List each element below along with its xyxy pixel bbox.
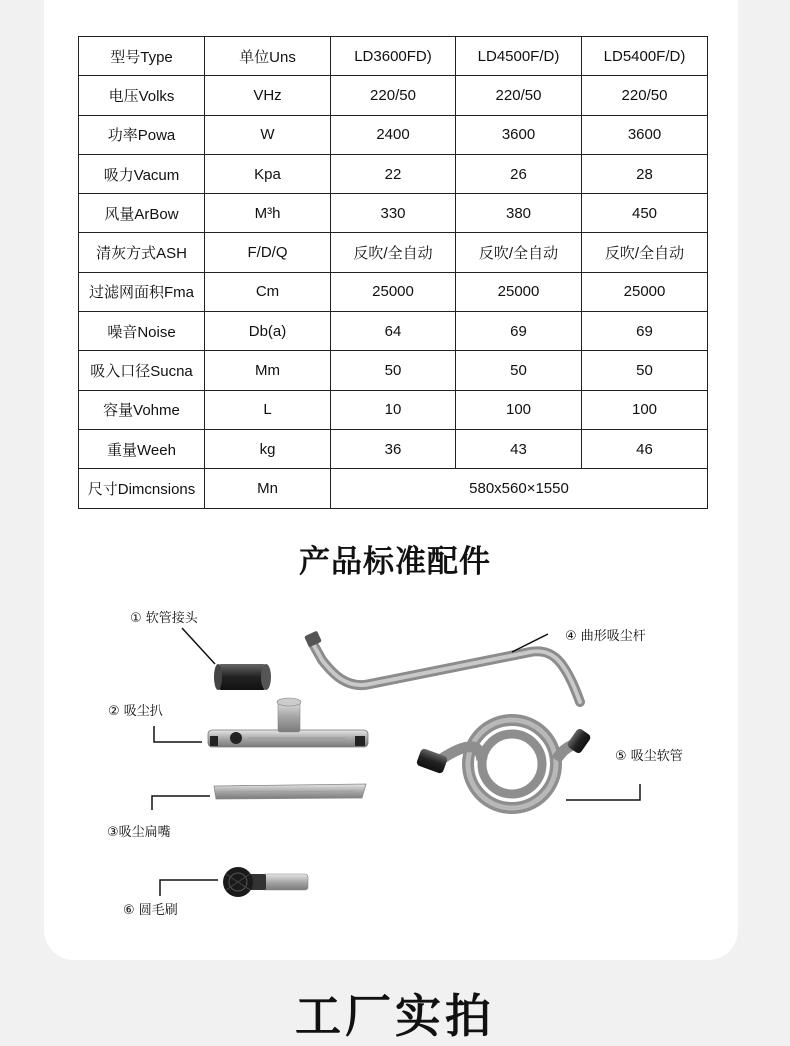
table-cell: 10 bbox=[331, 390, 456, 429]
table-cell-merged: 580x560×1550 bbox=[331, 469, 708, 508]
floor-brush-leader bbox=[154, 726, 202, 742]
table-cell: 220/50 bbox=[456, 76, 582, 115]
factory-title: 工厂实拍 bbox=[295, 989, 495, 1043]
table-cell: 吸力Vacum bbox=[79, 154, 205, 193]
table-cell: 容量Vohme bbox=[79, 390, 205, 429]
table-cell: 28 bbox=[582, 154, 708, 193]
table-cell: 46 bbox=[582, 429, 708, 468]
table-cell: kg bbox=[205, 429, 331, 468]
hose-image bbox=[416, 720, 592, 808]
accessory-label-hose: ⑤ 吸尘软管 bbox=[615, 749, 683, 764]
table-cell: W bbox=[205, 115, 331, 154]
floor-brush-image bbox=[208, 698, 368, 747]
table-cell: 43 bbox=[456, 429, 582, 468]
accessory-label-hose-connector: ① 软管接头 bbox=[130, 611, 198, 626]
table-cell: LD3600FD) bbox=[331, 37, 456, 76]
hose-connector-image bbox=[214, 664, 271, 690]
table-cell: 50 bbox=[331, 351, 456, 390]
table-cell: 反吹/全自动 bbox=[582, 233, 708, 272]
table-cell: Mm bbox=[205, 351, 331, 390]
table-cell: 吸入口径Sucna bbox=[79, 351, 205, 390]
flat-nozzle-image bbox=[214, 784, 366, 799]
wand-image bbox=[304, 631, 580, 702]
table-cell: 反吹/全自动 bbox=[331, 233, 456, 272]
table-cell: 2400 bbox=[331, 115, 456, 154]
accessory-label-round-brush: ⑥ 圆毛刷 bbox=[123, 903, 178, 918]
table-cell: 100 bbox=[456, 390, 582, 429]
round-brush-leader bbox=[160, 880, 218, 896]
table-cell: 450 bbox=[582, 194, 708, 233]
table-cell: 69 bbox=[456, 312, 582, 351]
accessory-label-flat-nozzle: ③吸尘扁嘴 bbox=[107, 825, 171, 840]
table-cell: VHz bbox=[205, 76, 331, 115]
flat-nozzle-leader bbox=[152, 796, 210, 810]
hose-connector-leader bbox=[182, 628, 215, 664]
accessories-title: 产品标准配件 bbox=[299, 544, 491, 580]
table-cell: 26 bbox=[456, 154, 582, 193]
table-cell: Mn bbox=[205, 469, 331, 508]
table-cell: LD4500F/D) bbox=[456, 37, 582, 76]
round-brush-image bbox=[223, 867, 308, 897]
table-cell: 22 bbox=[331, 154, 456, 193]
table-cell: 重量Weeh bbox=[79, 429, 205, 468]
table-cell: Kpa bbox=[205, 154, 331, 193]
table-cell: 功率Powa bbox=[79, 115, 205, 154]
table-cell: 36 bbox=[331, 429, 456, 468]
table-cell: 型号Type bbox=[79, 37, 205, 76]
table-cell: 电压Volks bbox=[79, 76, 205, 115]
table-cell: 单位Uns bbox=[205, 37, 331, 76]
table-cell: 25000 bbox=[456, 272, 582, 311]
table-cell: 220/50 bbox=[582, 76, 708, 115]
table-cell: 25000 bbox=[331, 272, 456, 311]
table-cell: F/D/Q bbox=[205, 233, 331, 272]
accessory-label-floor-brush: ② 吸尘扒 bbox=[108, 704, 163, 719]
table-cell: 220/50 bbox=[331, 76, 456, 115]
table-cell: Db(a) bbox=[205, 312, 331, 351]
table-cell: LD5400F/D) bbox=[582, 37, 708, 76]
table-cell: L bbox=[205, 390, 331, 429]
table-cell: 噪音Noise bbox=[79, 312, 205, 351]
table-cell: 330 bbox=[331, 194, 456, 233]
table-cell: 过滤网面积Fma bbox=[79, 272, 205, 311]
table-cell: Cm bbox=[205, 272, 331, 311]
table-cell: 反吹/全自动 bbox=[456, 233, 582, 272]
accessory-label-wand: ④ 曲形吸尘杆 bbox=[565, 629, 646, 644]
table-cell: 清灰方式ASH bbox=[79, 233, 205, 272]
hose-leader bbox=[566, 784, 640, 800]
table-cell: 64 bbox=[331, 312, 456, 351]
table-cell: 风量ArBow bbox=[79, 194, 205, 233]
table-cell: 100 bbox=[582, 390, 708, 429]
table-cell: 3600 bbox=[582, 115, 708, 154]
table-cell: M³h bbox=[205, 194, 331, 233]
table-cell: 380 bbox=[456, 194, 582, 233]
table-cell: 69 bbox=[582, 312, 708, 351]
table-cell: 3600 bbox=[456, 115, 582, 154]
table-cell: 50 bbox=[582, 351, 708, 390]
table-cell: 尺寸Dimcnsions bbox=[79, 469, 205, 508]
table-cell: 50 bbox=[456, 351, 582, 390]
table-cell: 25000 bbox=[582, 272, 708, 311]
